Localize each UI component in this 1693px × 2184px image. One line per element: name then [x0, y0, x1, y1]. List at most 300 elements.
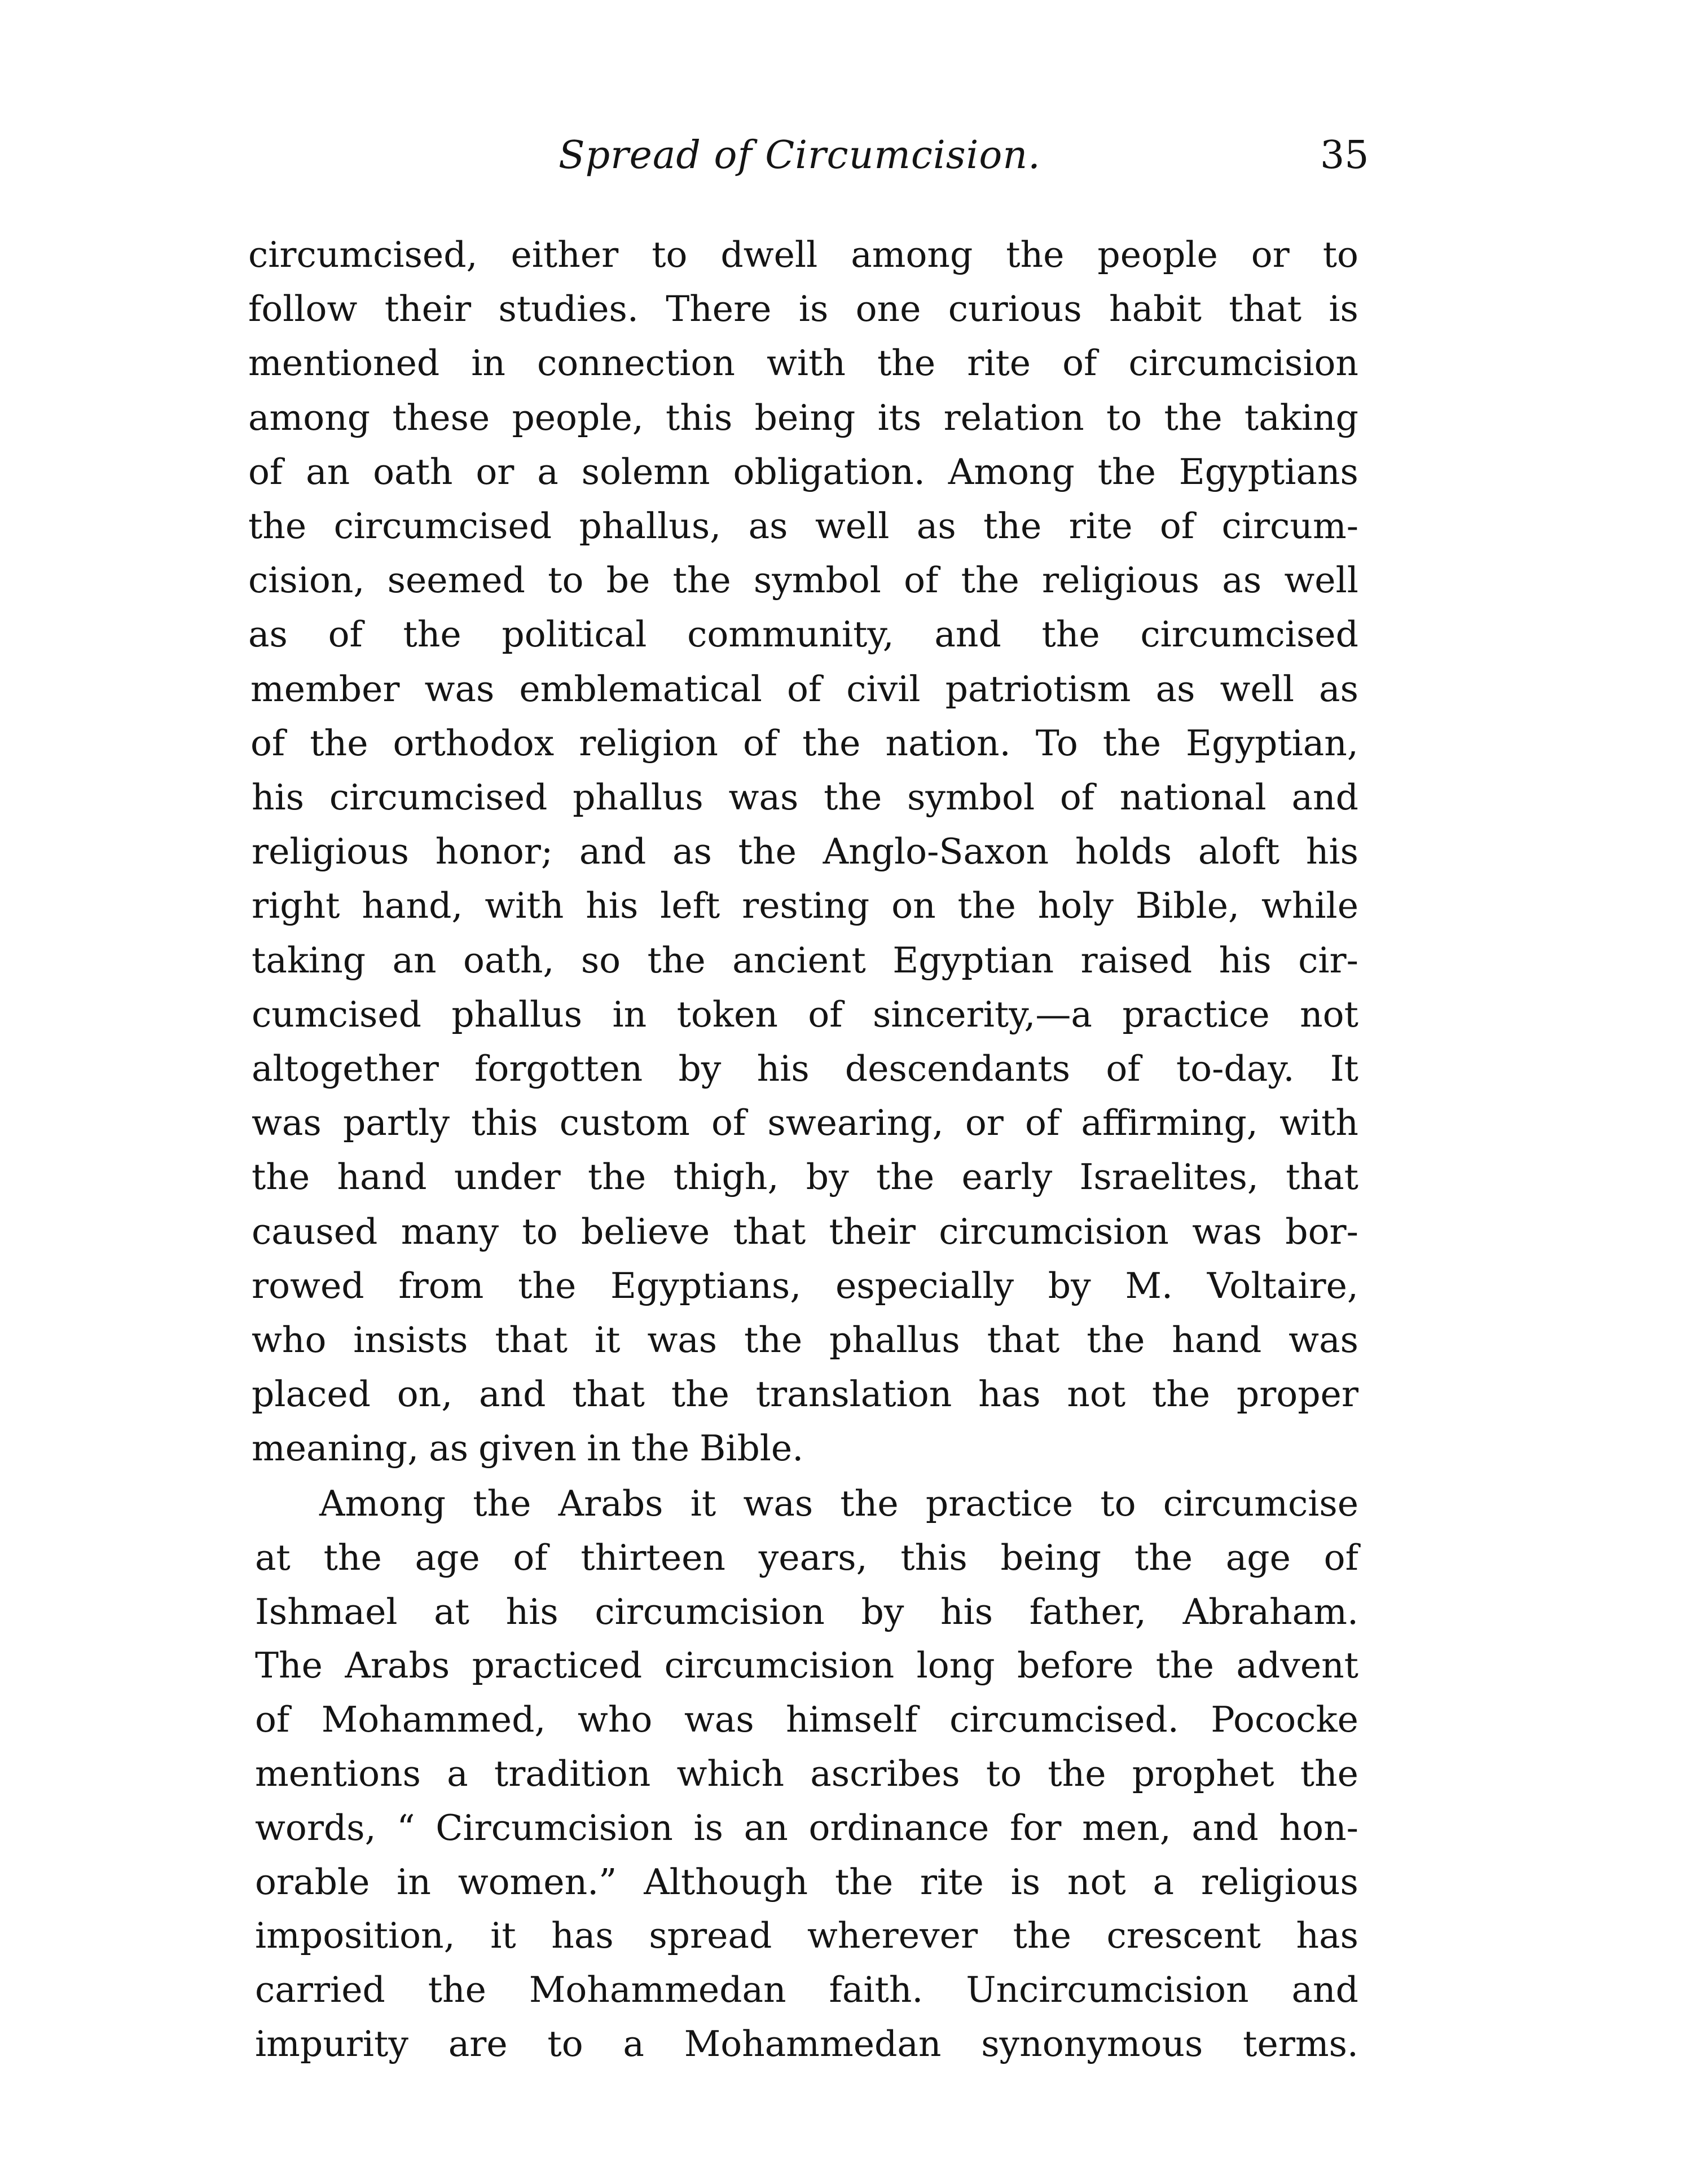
word: that	[987, 1319, 1060, 1360]
word: are	[448, 2023, 508, 2064]
word: was	[647, 1319, 718, 1360]
word: not	[1300, 994, 1358, 1035]
word: the	[744, 1319, 803, 1360]
word: who	[252, 1319, 327, 1360]
word: the	[252, 1156, 310, 1197]
word: the	[1134, 1537, 1193, 1578]
word: mentioned	[248, 342, 440, 384]
word: of	[711, 1102, 746, 1143]
word: to	[986, 1753, 1022, 1794]
word: The	[255, 1645, 323, 1686]
word: Abraham.	[1182, 1591, 1358, 1632]
word: the	[824, 777, 882, 818]
word: early	[961, 1156, 1053, 1197]
word: the	[1164, 397, 1223, 438]
word: the	[473, 1483, 531, 1524]
word: hand	[1172, 1319, 1262, 1360]
word: phallus	[829, 1319, 960, 1360]
word: the	[1041, 614, 1100, 655]
text-line	[252, 994, 1358, 1042]
word: token	[676, 994, 778, 1035]
word: religion	[579, 723, 718, 764]
word: religious	[1201, 1861, 1358, 1903]
word: It	[1330, 1048, 1358, 1089]
word: an	[306, 451, 350, 492]
word: among	[851, 234, 973, 275]
word: in	[397, 1861, 431, 1903]
word: translation	[755, 1373, 952, 1415]
word: to	[1322, 234, 1358, 275]
word: age	[1225, 1537, 1291, 1578]
word: father,	[1029, 1591, 1146, 1632]
word: swearing,	[767, 1102, 944, 1143]
word: Israelites,	[1079, 1156, 1259, 1197]
word: circumcised	[329, 777, 548, 818]
word: well	[815, 505, 890, 547]
word: as	[748, 505, 788, 547]
word: M.	[1125, 1265, 1173, 1306]
word: cision,	[248, 560, 365, 601]
word: his	[252, 777, 305, 818]
word: hon-	[1279, 1807, 1358, 1848]
word: rite	[920, 1861, 984, 1903]
word: and	[479, 1373, 546, 1415]
word: while	[1261, 885, 1358, 926]
word: age	[415, 1537, 480, 1578]
word: taking	[252, 940, 366, 981]
word: resting	[742, 885, 870, 926]
word: was	[424, 668, 495, 710]
word: the	[631, 1428, 689, 1469]
word: this	[471, 1102, 538, 1143]
word: insists	[353, 1319, 468, 1360]
word: that	[1286, 1156, 1358, 1197]
word: practice	[1122, 994, 1270, 1035]
word: member	[250, 668, 400, 710]
word: to	[652, 234, 688, 275]
text-line	[252, 1048, 1358, 1096]
word: symbol	[753, 560, 881, 601]
word: spread	[649, 1915, 772, 1956]
word: raised	[1080, 940, 1193, 981]
word: the	[983, 505, 1042, 547]
word: his	[1219, 940, 1272, 981]
word: partly	[342, 1102, 450, 1143]
word: taking	[1244, 397, 1358, 438]
word: oath,	[463, 940, 555, 981]
word: well	[1284, 560, 1358, 601]
word: the	[961, 560, 1019, 601]
word: people,	[512, 397, 644, 438]
word: the	[957, 885, 1016, 926]
word: Arabs	[558, 1483, 663, 1524]
word: the	[1155, 1645, 1214, 1686]
word: its	[877, 397, 922, 438]
word: descendants	[845, 1048, 1071, 1089]
word: of	[1159, 505, 1195, 547]
word: practice	[925, 1483, 1074, 1524]
text-line	[255, 1537, 1358, 1585]
word: Egyptians,	[610, 1265, 802, 1306]
word: circumcise	[1163, 1483, 1358, 1524]
word: left	[660, 885, 720, 926]
word: that	[733, 1211, 806, 1252]
word: either	[511, 234, 619, 275]
word: thirteen	[581, 1537, 725, 1578]
word: is	[1010, 1861, 1041, 1903]
word: at	[434, 1591, 470, 1632]
word: especially	[835, 1265, 1014, 1306]
word: Pococke	[1211, 1699, 1358, 1740]
word: his	[1305, 831, 1358, 872]
text-line	[255, 1645, 1358, 1693]
word: meaning,	[252, 1428, 419, 1469]
word: and	[579, 831, 647, 872]
word: it	[690, 1483, 716, 1524]
word: so	[581, 940, 621, 981]
word: words,	[255, 1807, 376, 1848]
word: of	[808, 994, 843, 1035]
word: Bible.	[700, 1428, 804, 1469]
word: long	[916, 1645, 995, 1686]
word: that	[495, 1319, 568, 1360]
text-line	[255, 1591, 1358, 1639]
word: prophet	[1132, 1753, 1274, 1794]
word: as	[916, 505, 956, 547]
word: Bible,	[1135, 885, 1239, 926]
word: patriotism	[945, 668, 1131, 710]
word: has	[551, 1915, 614, 1956]
word: the	[248, 505, 307, 547]
word: circumcision	[595, 1591, 825, 1632]
word: as	[1319, 668, 1358, 710]
word: political	[502, 614, 647, 655]
word: their	[829, 1211, 916, 1252]
word: circumcised	[1140, 614, 1358, 655]
word: years,	[758, 1537, 868, 1578]
word: phallus	[451, 994, 583, 1035]
text-line	[252, 1430, 1358, 1476]
word: with	[766, 342, 846, 384]
word: cir-	[1298, 940, 1358, 981]
word: the	[647, 940, 706, 981]
word: the	[1013, 1915, 1071, 1956]
word: connection	[537, 342, 735, 384]
word: to	[547, 2023, 583, 2064]
word: the	[671, 1373, 729, 1415]
word: be	[606, 560, 650, 601]
word: was	[1289, 1319, 1358, 1360]
word: obligation.	[733, 451, 925, 492]
word: circumcision	[664, 1645, 895, 1686]
word: holy	[1037, 885, 1114, 926]
word: of	[1062, 342, 1097, 384]
word: affirming,	[1081, 1102, 1258, 1143]
word: To	[1035, 723, 1078, 764]
text-line	[252, 1319, 1358, 1367]
word: forgotten	[474, 1048, 643, 1089]
word: with	[485, 885, 564, 926]
word: for	[1010, 1807, 1062, 1848]
text-line	[248, 505, 1358, 553]
word: terms.	[1243, 2023, 1358, 2064]
word: this	[900, 1537, 968, 1578]
word: the	[834, 1861, 894, 1903]
word: religious	[1042, 560, 1200, 601]
word: their	[384, 288, 472, 329]
word: ancient	[732, 940, 866, 981]
word: the	[323, 1537, 382, 1578]
word: on,	[397, 1373, 453, 1415]
word: men,	[1082, 1807, 1171, 1848]
word: being	[1000, 1537, 1102, 1578]
word: Although	[644, 1861, 808, 1903]
word: the	[518, 1265, 577, 1306]
word: circumcised,	[248, 234, 478, 275]
word: given	[478, 1428, 577, 1469]
word: solemn	[581, 451, 710, 492]
word: the	[1151, 1373, 1211, 1415]
word: by	[861, 1591, 904, 1632]
word: the	[588, 1156, 647, 1197]
word: that	[572, 1373, 645, 1415]
word: is	[798, 288, 829, 329]
word: impurity	[255, 2023, 408, 2064]
word: women.”	[458, 1861, 617, 1903]
word: synonymous	[981, 2023, 1203, 2064]
running-title: Spread of Circumcision.	[559, 133, 1041, 178]
word: this	[666, 397, 733, 438]
word: was	[743, 1483, 813, 1524]
word: of	[1323, 1537, 1358, 1578]
word: There	[666, 288, 772, 329]
word: was	[728, 777, 799, 818]
word: thigh,	[673, 1156, 779, 1197]
page-number: 35	[1320, 133, 1369, 178]
word: to-day.	[1176, 1048, 1295, 1089]
word: tradition	[494, 1753, 651, 1794]
word: is	[693, 1807, 723, 1848]
word: hand,	[362, 885, 463, 926]
word: bor-	[1285, 1211, 1358, 1252]
word: Circumcision	[436, 1807, 673, 1848]
word: Egyptian,	[1186, 723, 1358, 764]
text-line	[255, 1753, 1358, 1801]
word: it	[594, 1319, 621, 1360]
word: and	[1291, 1969, 1358, 2010]
word: who	[577, 1699, 653, 1740]
word: symbol	[907, 777, 1035, 818]
word: in	[612, 994, 647, 1035]
text-line	[248, 451, 1358, 499]
word: Voltaire,	[1207, 1265, 1358, 1306]
word: his	[586, 885, 639, 926]
word: among	[248, 397, 371, 438]
word: one	[855, 288, 921, 329]
word: phallus	[573, 777, 703, 818]
word: crescent	[1106, 1915, 1261, 1956]
word: rite	[1068, 505, 1133, 547]
word: community,	[687, 614, 894, 655]
word: dwell	[720, 234, 818, 275]
word: circumcised	[333, 505, 552, 547]
word: to	[522, 1211, 558, 1252]
word: Anglo-Saxon	[823, 831, 1049, 872]
word: of	[255, 1699, 290, 1740]
word: Among	[319, 1483, 446, 1524]
word: which	[676, 1753, 785, 1794]
word: the	[1300, 1753, 1358, 1794]
word: to	[1106, 397, 1142, 438]
word: proper	[1236, 1373, 1358, 1415]
word: the	[738, 831, 797, 872]
word: orthodox	[393, 723, 555, 764]
word: that	[1229, 288, 1302, 329]
word: has	[978, 1373, 1041, 1415]
text-line	[248, 288, 1358, 336]
word: the	[1006, 234, 1065, 275]
word: custom	[559, 1102, 690, 1143]
word: orable	[255, 1861, 370, 1903]
text-line	[252, 1373, 1358, 1421]
word: as	[429, 1428, 469, 1469]
word: the	[1048, 1753, 1106, 1794]
word: has	[1296, 1915, 1358, 1956]
word: or	[476, 451, 515, 492]
word: himself	[786, 1699, 918, 1740]
word: the	[876, 1156, 935, 1197]
word: of	[786, 668, 822, 710]
text-line	[248, 614, 1358, 662]
word: or	[965, 1102, 1004, 1143]
word: as	[672, 831, 712, 872]
word: and	[1291, 777, 1358, 818]
word: the	[672, 560, 731, 601]
word: circumcised.	[949, 1699, 1179, 1740]
word: a	[537, 451, 559, 492]
word: practiced	[472, 1645, 643, 1686]
word: of	[742, 723, 778, 764]
word: the	[840, 1483, 899, 1524]
word: honor;	[435, 831, 553, 872]
word: of	[1025, 1102, 1060, 1143]
word: of	[1106, 1048, 1141, 1089]
word: Ishmael	[255, 1591, 398, 1632]
word: aloft	[1198, 831, 1280, 872]
word: Among	[948, 451, 1075, 492]
word: of	[1059, 777, 1095, 818]
word: of	[328, 614, 363, 655]
word: the	[802, 723, 861, 764]
text-line	[252, 1156, 1358, 1204]
word: in	[587, 1428, 621, 1469]
word: a	[623, 2023, 644, 2064]
word: was	[1192, 1211, 1262, 1252]
word: at	[255, 1537, 291, 1578]
word: right	[252, 885, 340, 926]
text-line	[252, 1211, 1358, 1259]
word: national	[1119, 777, 1267, 818]
word: circumcision	[939, 1211, 1169, 1252]
text-line	[319, 1483, 1358, 1531]
word: faith.	[829, 1969, 924, 2010]
word: Mohammedan	[684, 2023, 942, 2064]
word: his	[505, 1591, 559, 1632]
text-line	[248, 234, 1358, 282]
word: imposition,	[255, 1915, 455, 1956]
word: or	[1251, 234, 1290, 275]
word: ordinance	[808, 1807, 990, 1848]
word: emblematical	[519, 668, 762, 710]
word: as	[248, 614, 288, 655]
word: mentions	[255, 1753, 421, 1794]
word: ascribes	[810, 1753, 960, 1794]
word: relation	[943, 397, 1084, 438]
word: religious	[252, 831, 410, 872]
word: Mohammed,	[321, 1699, 546, 1740]
word: caused	[252, 1211, 378, 1252]
word: the	[877, 342, 936, 384]
word: rite	[967, 342, 1031, 384]
word: holds	[1075, 831, 1172, 872]
word: his	[757, 1048, 810, 1089]
word: phallus,	[579, 505, 722, 547]
text-line	[248, 397, 1358, 445]
word: of	[248, 451, 283, 492]
text-line	[252, 885, 1358, 933]
word: not	[1067, 1861, 1126, 1903]
word: carried	[255, 1969, 385, 2010]
word: “	[397, 1807, 415, 1848]
word: to	[548, 560, 584, 601]
text-line	[248, 342, 1358, 390]
word: seemed	[387, 560, 525, 601]
word: circumcision	[1128, 342, 1358, 384]
word: and	[1191, 1807, 1259, 1848]
word: many	[401, 1211, 499, 1252]
word: sincerity,—a	[872, 994, 1092, 1035]
word: the	[310, 723, 368, 764]
word: civil	[846, 668, 921, 710]
word: habit	[1109, 288, 1202, 329]
word: circum-	[1221, 505, 1358, 547]
word: rowed	[252, 1265, 364, 1306]
word: in	[471, 342, 505, 384]
word: the	[1087, 1319, 1145, 1360]
word: advent	[1236, 1645, 1358, 1686]
word: of	[250, 723, 285, 764]
word: curious	[948, 288, 1082, 329]
text-line	[255, 1969, 1358, 2017]
text-line	[252, 831, 1358, 879]
word: by	[678, 1048, 722, 1089]
word: an	[744, 1807, 788, 1848]
word: well	[1220, 668, 1295, 710]
word: of	[904, 560, 939, 601]
word: Uncircumcision	[966, 1969, 1249, 2010]
word: Egyptians	[1178, 451, 1358, 492]
word: by	[806, 1156, 849, 1197]
word: the	[1097, 451, 1156, 492]
word: his	[940, 1591, 993, 1632]
word: a	[1153, 1861, 1175, 1903]
text-line	[255, 2023, 1358, 2071]
text-line	[250, 668, 1358, 716]
text-line	[252, 1102, 1358, 1150]
word: by	[1048, 1265, 1091, 1306]
word: placed	[252, 1373, 371, 1415]
word: people	[1097, 234, 1218, 275]
